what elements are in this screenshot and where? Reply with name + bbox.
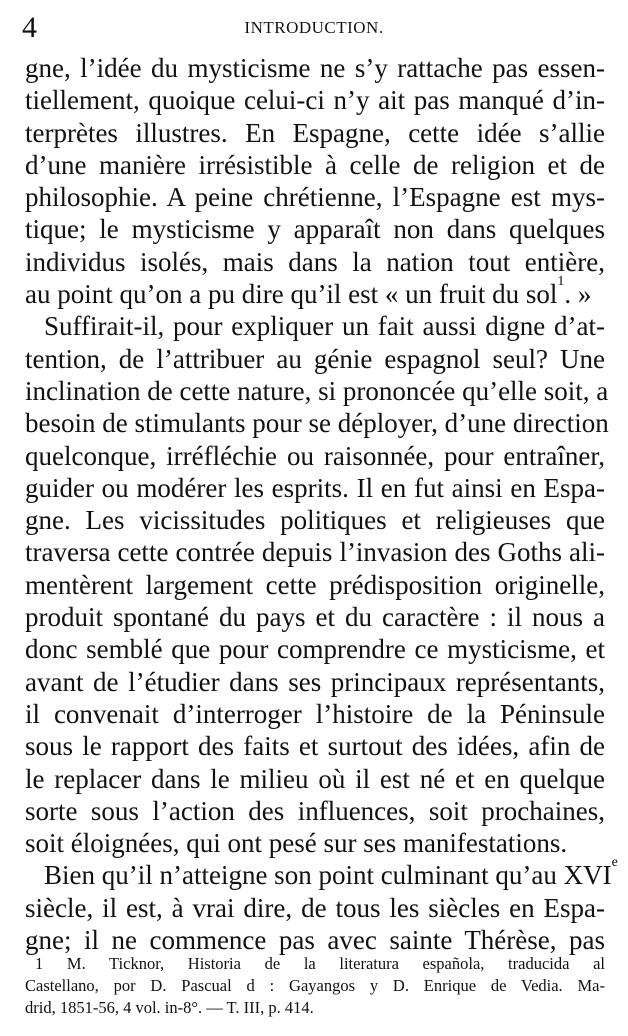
page-header — [22, 8, 606, 48]
text-line-segment: Bien qu’il n’atteigne son point culminant qu’au XVI — [44, 860, 612, 891]
text-line: siècle, il est, à vrai dire, de tous les siècles en Espa- — [25, 892, 605, 923]
text-line: gne; il ne commence pas avec sainte Thérèse, pas — [25, 925, 605, 956]
text-line: terprètes illustres. En Espagne, cette idée s’allie — [25, 117, 605, 148]
text-line: d’une manière irrésistible à celle de religion et de — [25, 149, 605, 180]
superscript-e: e — [611, 855, 618, 871]
text-line: soit éloignées, qui ont pesé sur ses manifestations. — [25, 828, 568, 859]
text-line: tique; le mysticisme y apparaît non dans quelques — [25, 214, 605, 245]
text-line-with-footnote — [25, 274, 605, 310]
footnote-line: 1 M. Ticknor, Historia de la literatura española, traducida al — [35, 954, 605, 973]
text-line: tention, de l’attribuer au génie espagnol seul? Une — [25, 343, 605, 374]
text-line: il convenait d’interroger l’histoire de la Péninsule — [25, 698, 605, 729]
text-line: mentèrent largement cette prédisposition originelle, — [25, 569, 605, 600]
text-line: traversa cette contrée depuis l’invasion des Goths ali- — [25, 537, 605, 568]
footnote-reference: 1 — [557, 274, 565, 290]
footnote-line: drid, 1851-56, 4 vol. in-8°. — T. III, p. 414. — [25, 998, 314, 1017]
paragraph-start-line — [25, 855, 618, 891]
page-number: 4 — [22, 11, 37, 44]
text-line: philosophie. A peine chrétienne, l’Espagne est mys- — [25, 182, 605, 213]
text-line: avant de l’étudier dans ses principaux représentants, — [25, 666, 605, 697]
text-line: inclination de cette nature, si prononcée qu’elle soit, a — [25, 375, 609, 406]
paragraph-start-line: Suffirait-il, pour expliquer un fait aussi digne d’at- — [44, 311, 605, 342]
text-line: tiellement, quoique celui-ci n’y ait pas manqué d’in- — [25, 85, 605, 116]
text-line: besoin de stimulants pour se déployer, d’une direction — [25, 408, 609, 439]
text-line: guider ou modérer les esprits. Il en fut ainsi en Espa- — [25, 472, 605, 503]
text-line: le replacer dans le milieu où il est né et en quelque — [25, 763, 605, 794]
text-line: donc semblé que pour comprendre ce mysticisme, et — [25, 634, 605, 665]
text-line: gne. Les vicissitudes politiques et religieuses que — [25, 505, 605, 536]
footnote-line: Castellano, por D. Pascual d : Gayangos y D. Enrique de Vedia. Ma- — [25, 976, 605, 995]
running-title: INTRODUCTION. — [244, 18, 384, 37]
text-line: sorte sous l’action des influences, soit prochaines, — [25, 795, 605, 826]
text-line-segment: au point qu’on a pu dire qu’il est « un fruit du sol — [25, 279, 558, 310]
text-line: produit spontané du pays et du caractère : il nous a — [25, 602, 605, 633]
footnotes — [25, 953, 605, 1019]
body-text — [25, 52, 618, 956]
text-line: quelconque, irréfléchie ou raisonnée, pour entraîner, — [25, 440, 605, 471]
text-line: individus isolés, mais dans la nation tout entière, — [25, 246, 605, 277]
text-line: sous le rapport des faits et surtout des idées, afin de — [25, 731, 605, 762]
closing-quote: . » — [564, 279, 592, 310]
text-line: gne, l’idée du mysticisme ne s’y rattache pas essen- — [25, 53, 605, 83]
